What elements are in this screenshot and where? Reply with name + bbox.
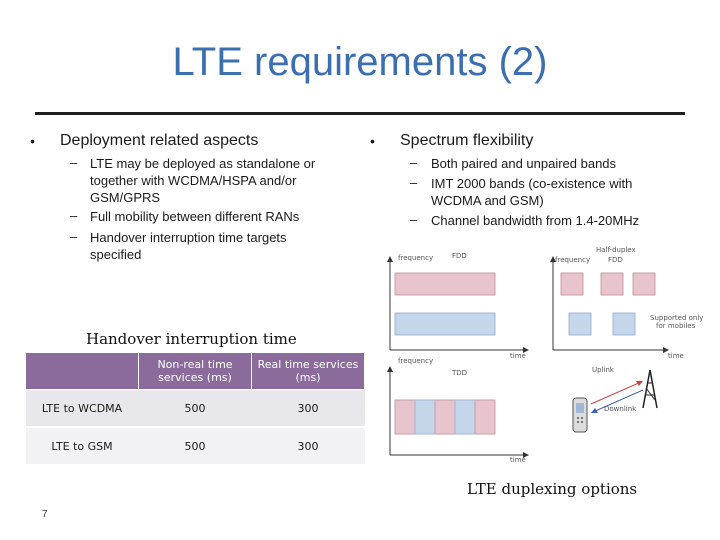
handover-caption: Handover interruption time (86, 330, 297, 348)
tdd-time-label: time (510, 456, 526, 464)
base-station-tower-icon (643, 370, 657, 408)
dash-marker: – (70, 208, 78, 223)
left-item-line: specified (90, 247, 142, 262)
left-item-line: Full mobility between different RANs (90, 209, 300, 224)
dash-marker: – (410, 155, 418, 170)
fdd-frequency-label: frequency (398, 254, 434, 262)
dash-marker: – (410, 175, 418, 190)
fdd-panel (387, 256, 529, 353)
right-item-line: Channel bandwidth from 1.4-20MHz (431, 213, 640, 228)
hd-fdd-label: FDD (608, 256, 623, 264)
uplink-arrow (591, 382, 641, 404)
page-number: 7 (42, 509, 48, 520)
left-item-line: together with WCDMA/HSPA and/or (90, 173, 297, 188)
tdd-slot (455, 400, 475, 434)
hd-uplink-slot (569, 313, 591, 335)
dash-marker: – (70, 155, 78, 170)
left-bullet-heading: Deployment related aspects (60, 132, 259, 149)
hd-frequency-label: frequency (555, 256, 591, 264)
bullet-marker: • (370, 133, 375, 149)
tdd-frequency-label: frequency (398, 357, 434, 365)
tdd-slot (435, 400, 455, 434)
fdd-label: FDD (452, 252, 467, 260)
tdd-panel (387, 366, 529, 458)
duplexing-caption: LTE duplexing options (467, 480, 638, 498)
handover-table (25, 352, 365, 466)
hd-uplink-slot (613, 313, 635, 335)
dash-marker: – (410, 212, 418, 227)
right-item-line: WCDMA and GSM) (431, 193, 544, 208)
downlink-label: Downlink (604, 405, 637, 413)
right-item-line: IMT 2000 bands (co-existence with (431, 176, 633, 191)
hd-downlink-slot (601, 273, 623, 295)
supported-only-label: Supported only (650, 314, 704, 322)
tdd-slot (475, 400, 495, 434)
uplink-label: Uplink (592, 366, 614, 374)
fdd-uplink-band (395, 313, 495, 335)
hd-time-label: time (668, 352, 684, 360)
tdd-slot (395, 400, 415, 434)
table-cell: 300 (252, 427, 365, 465)
left-item-line: GSM/GPRS (90, 190, 161, 205)
slide-title: LTE requirements (2) (172, 40, 548, 84)
right-bullet-heading: Spectrum flexibility (400, 132, 534, 149)
right-item-line: Both paired and unpaired bands (431, 156, 617, 171)
left-item-line: LTE may be deployed as standalone or (90, 156, 316, 171)
fdd-time-label: time (510, 352, 526, 360)
table-cell: 300 (252, 390, 365, 428)
header-cell: Real time services (ms) (252, 353, 365, 390)
table-cell: LTE to WCDMA (26, 390, 139, 428)
title-divider (35, 112, 685, 115)
table-row (26, 427, 365, 465)
header-cell (26, 353, 139, 390)
table-row (26, 390, 365, 428)
header-cell: Non-real time services (ms) (139, 353, 252, 390)
mobile-phone-icon (573, 398, 587, 432)
half-duplex-label: Half-duplex (596, 246, 636, 254)
tdd-slot (415, 400, 435, 434)
table-cell: 500 (139, 427, 252, 465)
table-cell: 500 (139, 390, 252, 428)
hd-downlink-slot (561, 273, 583, 295)
half-duplex-fdd-panel (550, 256, 669, 353)
table-header-row (26, 353, 365, 390)
table-cell: LTE to GSM (26, 427, 139, 465)
dash-marker: – (70, 229, 78, 244)
left-item-line: Handover interruption time targets (90, 230, 287, 245)
for-mobiles-label: for mobiles (656, 322, 696, 330)
bullet-marker: • (30, 133, 35, 149)
tdd-label: TDD (452, 369, 468, 377)
fdd-downlink-band (395, 273, 495, 295)
hd-downlink-slot (633, 273, 655, 295)
